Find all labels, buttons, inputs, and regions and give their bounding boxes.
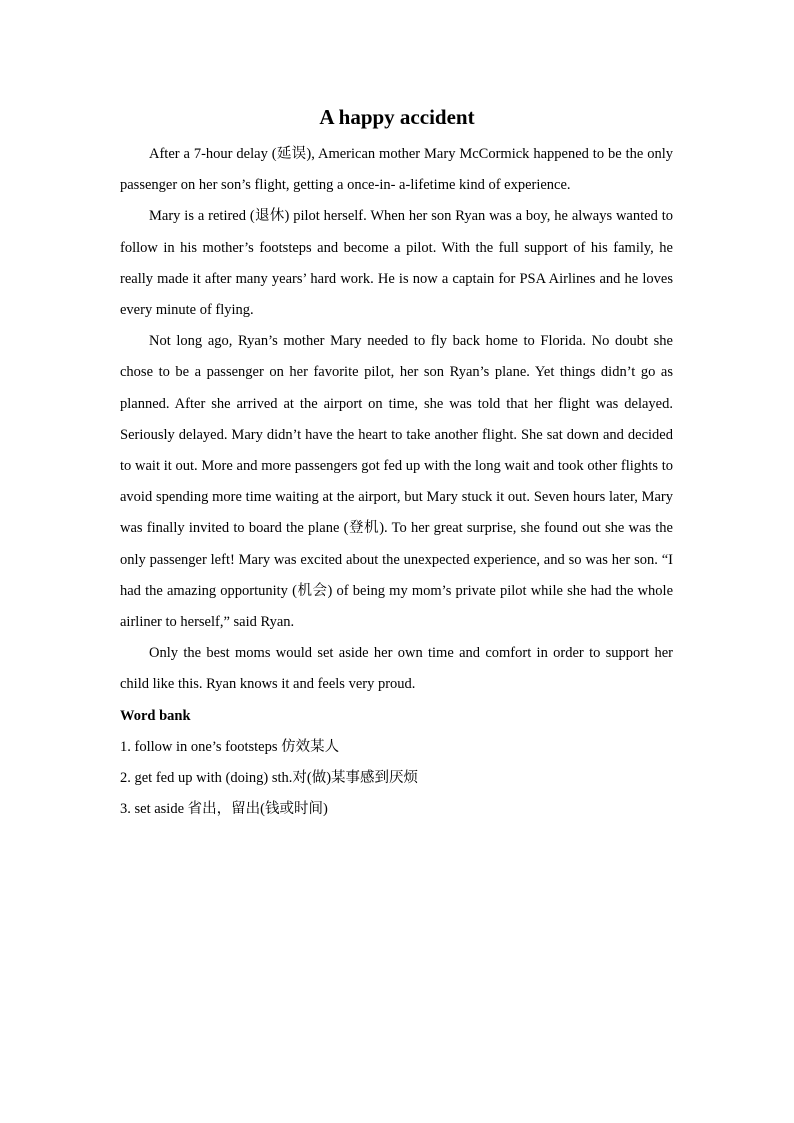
word-bank-heading: Word bank	[120, 707, 191, 724]
paragraph-3: Not long ago, Ryan’s mother Mary needed to fly back home to Florida. No doubt she chose to be a passenger on her favorite pilot, her son Ryan’s plane. Yet things didn’t go as planned. After she arrived at the airport on time, she was told that her flight was delayed. Seriously delayed. Mary didn’t have the heart to take another flight. She sat down and decided to wait it out. More and more passengers got fed up with the long wait and took other flights to avoid spending more time waiting at the airport, but Mary stuck it out. Seven hours later, Mary was finally invited to board the plane (登机). To her great surprise, she found out she was the only passenger left! Mary was excited about the unexpected experience, and so was her son. “I had the amazing opportunity (机会) of being my mom’s private pilot while she had the whole airliner to herself,” said Ryan.	[120, 333, 673, 631]
document-title: A happy accident	[319, 105, 475, 129]
word-bank-item-3: 3. set aside 省出，留出(钱或时间)	[120, 801, 328, 818]
word-bank-item-2: 2. get fed up with (doing) sth.对(做)某事感到厌烦	[120, 770, 419, 787]
article-body	[120, 139, 673, 825]
paragraph-1: After a 7-hour delay (延误), American mother Mary McCormick happened to be the only passenger on her son’s flight, getting a once-in- a-lifetime kind of experience.	[120, 146, 673, 194]
paragraph-2: Mary is a retired (退休) pilot herself. When her son Ryan was a boy, he always wanted to follow in his mother’s footsteps and become a pilot. With the full support of his family, he really made it after many years’ hard work. He is now a captain for PSA Airlines and he loves every minute of flying.	[120, 208, 673, 319]
paragraph-4: Only the best moms would set aside her own time and comfort in order to support her child like this. Ryan knows it and feels very proud.	[120, 645, 673, 693]
word-bank-item-1: 1. follow in one’s footsteps 仿效某人	[120, 738, 340, 755]
word-bank	[120, 701, 673, 826]
